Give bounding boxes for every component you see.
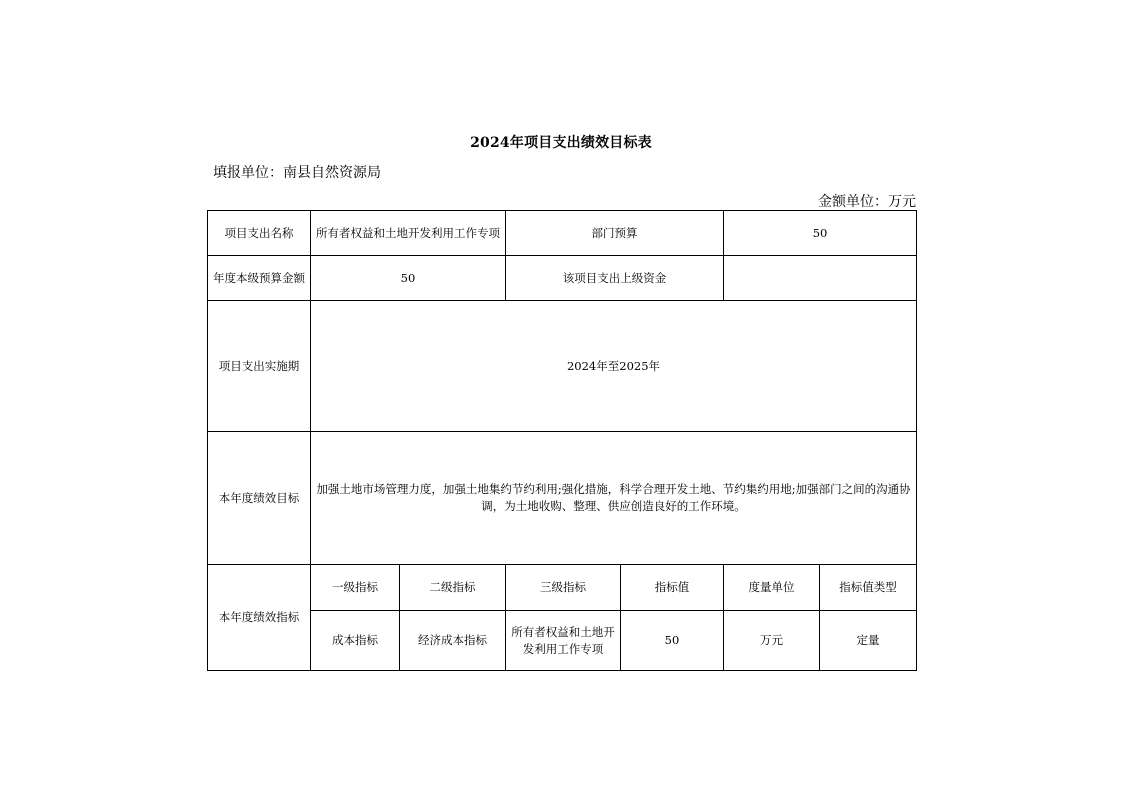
indicator-type-cell: 定量: [820, 611, 917, 671]
fill-unit-label: 填报单位：南县自然资源局: [213, 165, 381, 181]
annual-goal-label: 本年度绩效目标: [208, 432, 311, 565]
indicator-unit-cell: 万元: [724, 611, 820, 671]
table-row: [208, 611, 917, 671]
dept-budget-value: 50: [724, 211, 917, 256]
header-value-type: 指标值类型: [820, 565, 917, 611]
implementation-period-label: 项目支出实施期: [208, 301, 311, 432]
indicators-label: 本年度绩效指标: [208, 565, 311, 671]
superior-funds-label: 该项目支出上级资金: [506, 256, 724, 301]
header-measure-unit: 度量单位: [724, 565, 820, 611]
annual-goal-text: 加强土地市场管理力度，加强土地集约节约利用;强化措施，科学合理开发土地、节约集约用地;加强部门之间的沟通协调，为土地收购、整理、供应创造良好的工作环境。: [316, 482, 911, 513]
header-level2-indicator: 二级指标: [400, 565, 506, 611]
table-row: [208, 211, 917, 256]
table-row: [208, 256, 917, 301]
annual-goal-value: [311, 432, 917, 565]
annual-budget-value: 50: [311, 256, 506, 301]
performance-target-table: [207, 210, 917, 671]
annual-budget-label: 年度本级预算金额: [208, 256, 311, 301]
indicator-level3-cell: 所有者权益和土地开发利用工作专项: [506, 611, 621, 671]
project-name-label: 项目支出名称: [208, 211, 311, 256]
header-level1-indicator: 一级指标: [311, 565, 400, 611]
implementation-period-value: 2024年至2025年: [311, 301, 917, 432]
table-row: [208, 565, 917, 611]
page-title: 2024年项目支出绩效目标表: [470, 135, 652, 151]
header-indicator-value: 指标值: [621, 565, 724, 611]
header-level3-indicator: 三级指标: [506, 565, 621, 611]
indicator-level2-cell: 经济成本指标: [400, 611, 506, 671]
indicator-level1-cell: 成本指标: [311, 611, 400, 671]
table-row: [208, 432, 917, 565]
table-row: [208, 301, 917, 432]
indicator-value-cell: 50: [621, 611, 724, 671]
dept-budget-label: 部门预算: [506, 211, 724, 256]
superior-funds-value: [724, 256, 917, 301]
amount-unit-label: 金额单位：万元: [818, 194, 916, 210]
project-name-value: 所有者权益和土地开发利用工作专项: [311, 211, 506, 256]
